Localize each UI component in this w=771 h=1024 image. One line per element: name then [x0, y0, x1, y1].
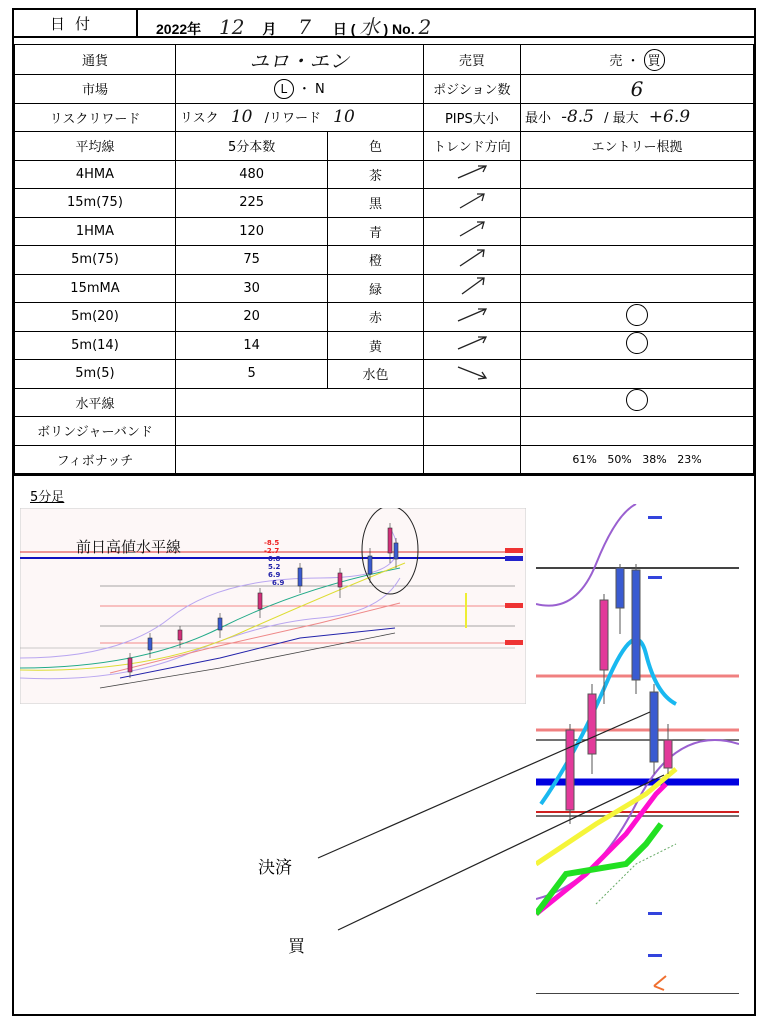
date-label: 日付 [14, 10, 138, 36]
ma-header-color: 色 [328, 132, 423, 161]
ma-name: 1HMA [15, 217, 176, 246]
ma-color: 緑 [328, 274, 423, 303]
ma-color: 赤 [328, 303, 423, 332]
ma-color: 黄 [328, 331, 423, 360]
ma-row [15, 303, 754, 332]
fib-levels: 61% 50% 38% 23% [521, 445, 754, 474]
pips-mark: 5.2 [268, 563, 281, 571]
ma-header-trend: トレンド方向 [423, 132, 520, 161]
risk-value: 10 [230, 107, 253, 128]
trend-up-icon [423, 189, 520, 218]
rr-label: リスクリワード [15, 103, 176, 132]
trend-up-icon [423, 274, 520, 303]
no-label: No. [392, 21, 415, 37]
trade-sheet-table [14, 44, 754, 474]
month-label: 月 [262, 21, 277, 37]
ma-bars: 14 [175, 331, 327, 360]
pips-mark: 0.8 [268, 555, 281, 563]
ma-row [15, 189, 754, 218]
day: 7 [298, 15, 312, 39]
pips-mark: 6.9 [268, 571, 281, 579]
ma-row [15, 274, 754, 303]
chart-5min-overview [20, 508, 526, 704]
entry-circle-icon [626, 389, 648, 411]
ma-entry [521, 360, 754, 389]
ma-bars: 20 [175, 303, 327, 332]
market-value: L ・ N [175, 75, 423, 104]
chart-5min-zoom [536, 504, 739, 994]
pips-mark: 6.9 [272, 579, 285, 587]
year: 2022年 [156, 21, 202, 37]
position-label: ポジション数 [423, 75, 520, 104]
ma-row [15, 331, 754, 360]
currency-value: ユロ・エン [175, 45, 423, 75]
trade-value: 売 ・ 買 [521, 45, 754, 75]
ma-row [15, 217, 754, 246]
ma-entry [521, 246, 754, 275]
weekday: 水 [359, 15, 380, 39]
pips-min-value: -8.5 [561, 107, 594, 128]
market-label: 市場 [15, 75, 176, 104]
ma-color: 青 [328, 217, 423, 246]
ma-bars: 225 [175, 189, 327, 218]
row-market [15, 75, 754, 104]
trend-up-icon [423, 246, 520, 275]
ma-entry [521, 331, 754, 360]
pips-mark: -8.5 [264, 539, 280, 547]
pips-label: PIPS大小 [423, 103, 520, 132]
currency-label: 通貨 [15, 45, 176, 75]
ma-header-bars: 5分本数 [175, 132, 327, 161]
ma-entry [521, 217, 754, 246]
pips-max-label: / 最大 [604, 111, 639, 127]
day-label: 日 [332, 21, 347, 37]
bollinger-label: ボリンジャーバンド [15, 417, 176, 446]
ma-bars: 5 [175, 360, 327, 389]
row-risk-reward [15, 103, 754, 132]
bollinger-entry [521, 417, 754, 446]
horizontal-entry [521, 388, 754, 417]
trend-down-icon [423, 360, 520, 389]
ma-color: 茶 [328, 160, 423, 189]
row-ma-header [15, 132, 754, 161]
pips-max-value: +6.9 [648, 107, 691, 128]
ma-color: 黒 [328, 189, 423, 218]
pips-mark: -2.7 [264, 547, 280, 555]
pips-min-label: 最小 [525, 111, 552, 127]
ma-name: 15mMA [15, 274, 176, 303]
ma-color: 橙 [328, 246, 423, 275]
ma-color: 水色 [328, 360, 423, 389]
ma-entry [521, 303, 754, 332]
ma-row [15, 360, 754, 389]
reward-value: 10 [333, 107, 355, 128]
reward-label: /リワード [264, 111, 321, 127]
ma-name: 5m(14) [15, 331, 176, 360]
month: 12 [219, 15, 245, 39]
ma-name: 5m(20) [15, 303, 176, 332]
chart-section-title: 5分足 [30, 490, 65, 505]
ma-row [15, 160, 754, 189]
trade-label: 売買 [423, 45, 520, 75]
bollinger-value [175, 417, 423, 446]
ma-entry [521, 274, 754, 303]
row-fib [15, 445, 754, 474]
ma-name: 5m(75) [15, 246, 176, 275]
horizontal-value [175, 388, 423, 417]
trade-circle: 買 [644, 49, 665, 71]
ma-entry [521, 160, 754, 189]
market-circle: L [274, 79, 294, 99]
ma-row [15, 246, 754, 275]
trend-up-icon [423, 303, 520, 332]
ma-name: 4HMA [15, 160, 176, 189]
row-bollinger [15, 417, 754, 446]
entry-circle-icon [626, 332, 648, 354]
settle-label: 決済 [258, 858, 292, 878]
trend-up-icon [423, 217, 520, 246]
ma-bars: 30 [175, 274, 327, 303]
ma-name: 15m(75) [15, 189, 176, 218]
rr-value [175, 103, 423, 132]
ma-bars: 75 [175, 246, 327, 275]
ma-header-name: 平均線 [15, 132, 176, 161]
ma-bars: 120 [175, 217, 327, 246]
bollinger-trend [423, 417, 520, 446]
trend-up-icon [423, 331, 520, 360]
row-currency [15, 45, 754, 75]
entry-circle-icon [626, 304, 648, 326]
section-divider [14, 474, 754, 476]
horizontal-trend [423, 388, 520, 417]
ma-bars: 480 [175, 160, 327, 189]
ma-name: 5m(5) [15, 360, 176, 389]
fib-label: フィボナッチ [15, 445, 176, 474]
row-horizontal [15, 388, 754, 417]
fib-trend [423, 445, 520, 474]
no-value: 2 [418, 15, 432, 39]
buy-label: 買 [288, 937, 305, 957]
risk-label: リスク [179, 111, 219, 127]
date-value: 2022年 12 月 7 日 ( 水 ) No. 2 [156, 15, 432, 39]
fib-value [175, 445, 423, 474]
pips-value [521, 103, 754, 132]
horizontal-label: 水平線 [15, 388, 176, 417]
position-value: 6 [521, 75, 754, 104]
trend-up-icon [423, 160, 520, 189]
ma-entry [521, 189, 754, 218]
ma-header-entry: エントリー根拠 [521, 132, 754, 161]
prev-high-label: 前日高値水平線 [76, 538, 182, 556]
